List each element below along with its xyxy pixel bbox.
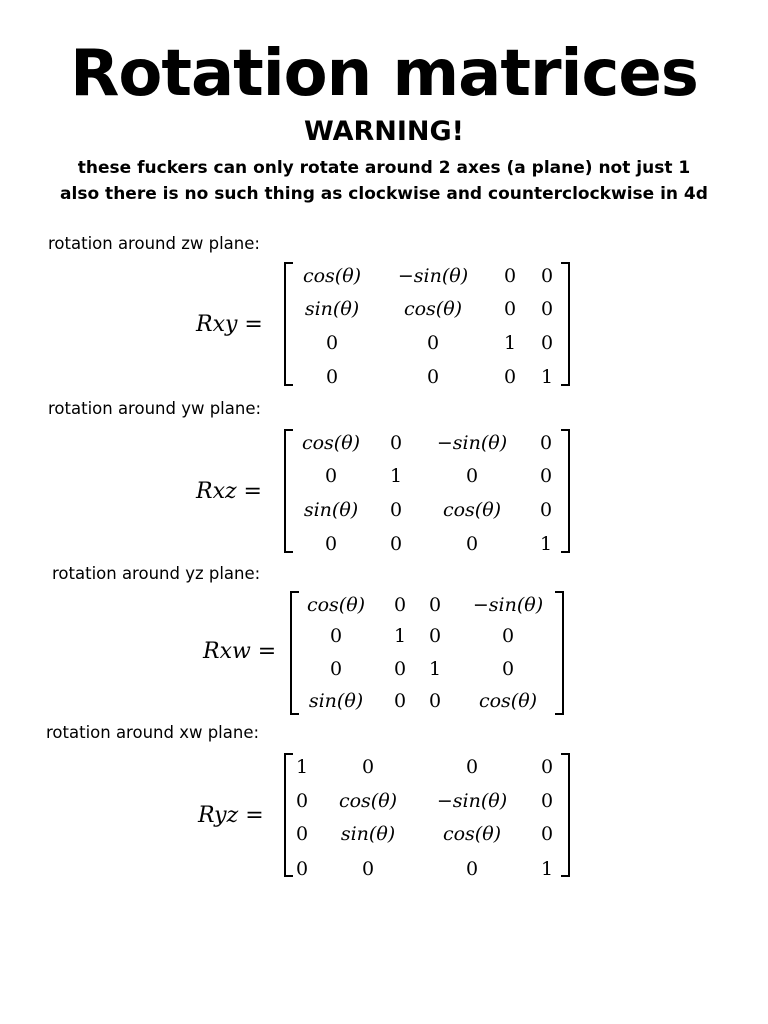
matrix-cell: 0 — [325, 332, 339, 354]
matrix-cell: 0 — [393, 690, 407, 712]
right-bracket — [561, 262, 570, 386]
matrix-cell: 0 — [389, 499, 403, 521]
matrix-cell: −sin(θ) — [397, 265, 469, 287]
matrix-cell: 0 — [324, 533, 338, 555]
matrix-cell: 0 — [389, 432, 403, 454]
matrix-cell: 0 — [465, 465, 479, 487]
matrix-cell: 0 — [426, 332, 440, 354]
matrix-cell: 0 — [295, 858, 309, 880]
matrix-label-ryz: Ryz = — [198, 803, 264, 828]
matrix-cell: sin(θ) — [304, 298, 360, 320]
matrix-cell: 0 — [540, 790, 554, 812]
note-line-2: also there is no such thing as clockwise and counterclockwise in 4d — [60, 184, 708, 204]
matrix-cell: 1 — [389, 465, 403, 487]
matrix-cell: 1 — [540, 858, 554, 880]
warning-heading: WARNING! — [304, 116, 464, 147]
matrix-cell: 1 — [540, 366, 554, 388]
matrix-label-rxz: Rxz = — [196, 479, 262, 504]
matrix-cell: 0 — [295, 823, 309, 845]
section-caption-yw: rotation around yw plane: — [48, 399, 262, 418]
matrix-cell: 0 — [329, 625, 343, 647]
matrix-cell: 0 — [540, 298, 554, 320]
left-bracket — [284, 262, 293, 386]
matrix-cell: sin(θ) — [303, 499, 359, 521]
matrix-cell: 0 — [501, 625, 515, 647]
matrix-cell: 0 — [325, 366, 339, 388]
matrix-cell: 0 — [428, 594, 442, 616]
matrix-cell: cos(θ) — [403, 298, 463, 320]
note-line-1: these fuckers can only rotate around 2 axes (a plane) not just 1 — [77, 158, 691, 178]
matrix-cell: 0 — [295, 790, 309, 812]
matrix-cell: 0 — [465, 858, 479, 880]
matrix-cell: 0 — [361, 756, 375, 778]
section-caption-xw: rotation around xw plane: — [46, 723, 260, 742]
matrix-cell: 0 — [540, 265, 554, 287]
matrix-cell: 0 — [501, 658, 515, 680]
matrix-cell: 0 — [428, 625, 442, 647]
matrix-cell: 1 — [539, 533, 553, 555]
matrix-rxz — [284, 429, 570, 553]
matrix-cell: 0 — [465, 756, 479, 778]
matrix-cell: 0 — [540, 823, 554, 845]
matrix-cell: 0 — [539, 499, 553, 521]
matrix-cell: cos(θ) — [338, 790, 398, 812]
matrix-cell: 0 — [503, 366, 517, 388]
matrix-cell: −sin(θ) — [472, 594, 544, 616]
matrix-cell: 0 — [503, 265, 517, 287]
matrix-cell: 0 — [393, 594, 407, 616]
matrix-cell: cos(θ) — [478, 690, 538, 712]
matrix-cell: 1 — [295, 756, 309, 778]
matrix-cell: 1 — [393, 625, 407, 647]
right-bracket — [555, 591, 564, 715]
matrix-cell: 0 — [540, 332, 554, 354]
matrix-label-rxy: Rxy = — [196, 312, 263, 337]
matrix-cell: 0 — [426, 366, 440, 388]
matrix-cell: −sin(θ) — [436, 432, 508, 454]
matrix-cell: 0 — [393, 658, 407, 680]
matrix-cell: cos(θ) — [442, 499, 502, 521]
matrix-cell: sin(θ) — [308, 690, 364, 712]
matrix-label-rxw: Rxw = — [203, 639, 277, 664]
matrix-rxw — [290, 591, 564, 715]
matrix-cell: −sin(θ) — [436, 790, 508, 812]
matrix-cell: 0 — [361, 858, 375, 880]
matrix-cell: 0 — [539, 465, 553, 487]
left-bracket — [284, 429, 293, 553]
matrix-cell: 1 — [428, 658, 442, 680]
matrix-cell: 0 — [503, 298, 517, 320]
matrix-cell: 0 — [329, 658, 343, 680]
matrix-ryz — [284, 753, 570, 880]
matrix-cell: cos(θ) — [442, 823, 502, 845]
left-bracket — [284, 753, 293, 877]
matrix-cell: sin(θ) — [340, 823, 396, 845]
matrix-cell: 0 — [539, 432, 553, 454]
matrix-cell: cos(θ) — [302, 265, 362, 287]
matrix-cell: 0 — [540, 756, 554, 778]
page-title: Rotation matrices — [70, 37, 698, 111]
section-caption-yz: rotation around yz plane: — [52, 564, 261, 583]
left-bracket — [290, 591, 299, 715]
section-caption-zw: rotation around zw plane: — [48, 234, 260, 253]
right-bracket — [561, 753, 570, 877]
matrix-cell: cos(θ) — [301, 432, 361, 454]
matrix-cell: 0 — [465, 533, 479, 555]
matrix-rxy — [284, 262, 570, 386]
matrix-cell: 0 — [389, 533, 403, 555]
matrix-cell: 1 — [503, 332, 517, 354]
matrix-cell: 0 — [324, 465, 338, 487]
matrix-cell: cos(θ) — [306, 594, 366, 616]
matrix-cell: 0 — [428, 690, 442, 712]
right-bracket — [561, 429, 570, 553]
